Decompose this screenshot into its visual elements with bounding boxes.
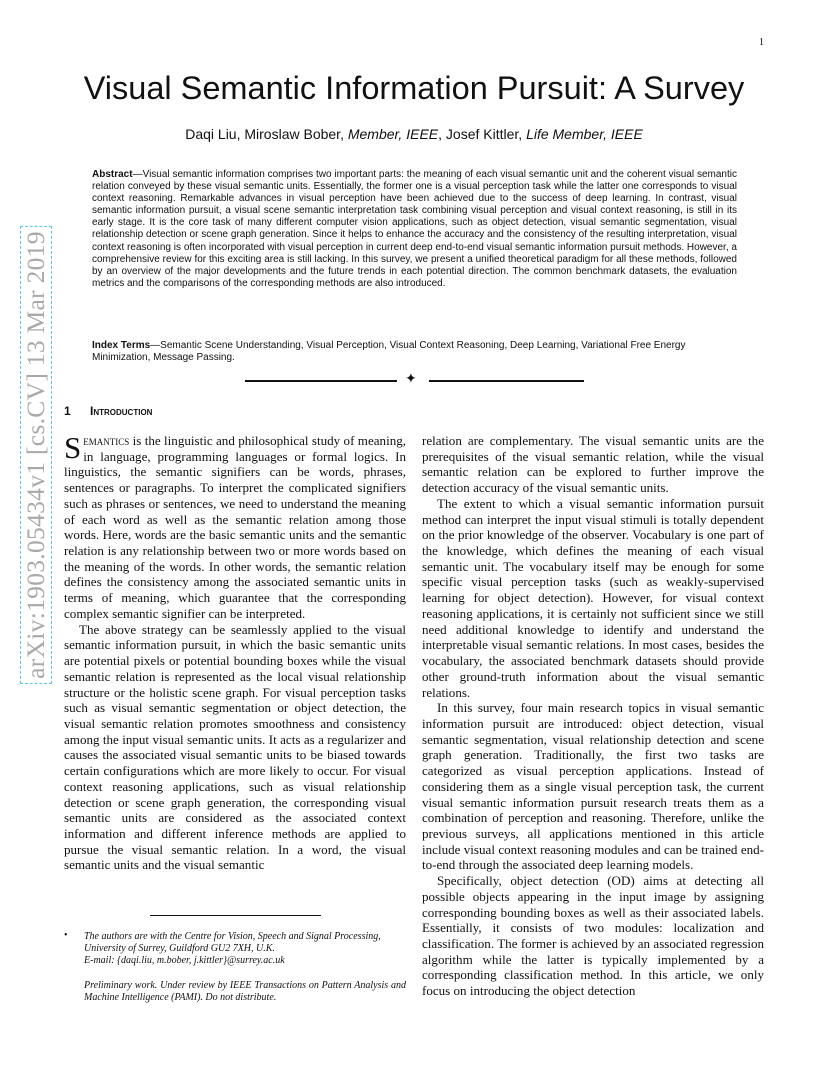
footnote-affiliation: The authors are with the Centre for Vision, Speech and Signal Processing, University of Surrey, Guildford GU2 7XH, U.K. [84,931,381,955]
affiliation-footnote [64,931,406,967]
intro-paragraph-6: Specifically, object detection (OD) aims at detecting all possible objects appearing in the input image by assigning corresponding bounding boxes as well as their associated labels. Essentially, it consists of two modules: localization and classification. The former is achieved by an associated regression algorithm while the latter is typically implemented by a corresponding classification method. In this article, we only focus on introducing the object detection [422,873,764,999]
author-role-2: Life Member, IEEE [526,126,643,142]
intro-paragraph-5: In this survey, four main research topics in visual semantic information pursuit are introduced: object detection, visual semantic segmentation, visual relationship detection and scene graph generation. Traditionally, the first two tasks are categorized as visual perception applications. Instead of considering them as a single visual perception task, the current visual semantic information pursuit research treats them as a combination of perception and reasoning. Therefore, unlike the previous surveys, all applications mentioned in this article include visual context reasoning modules and can be trained end-to-end through the associated deep learning models. [422,700,764,873]
footnote-email: E-mail: {daqi.liu, m.bober, j.kittler}@surrey.ac.uk [84,955,285,967]
intro-paragraph-3: relation are complementary. The visual semantic units are the prerequisites of the visual semantic relation, while the visual semantic relation can be explored to further improve the detection accuracy of the visual semantic units. [422,433,764,496]
index-terms [92,340,737,364]
section-number: 1 [64,404,71,418]
intro-paragraph-1 [64,430,406,622]
divider-rule-right [429,380,584,382]
dropcap-letter: S [64,430,82,465]
intro-paragraph-1-text: is the linguistic and philosophical study of meaning, in language, programming languages or formal logics. In linguistics, the semantic signifiers can be words, phrases, sentences or paragraphs. To interpret the complicated signifiers such as phrases or sentences, we need to understand the meaning of each word as well as the semantic relation among those words. Here, words are the basic semantic units and the semantic relation is any relationship between two or more words based on the meaning of the words. In other words, the semantic relation defines the consistency among the associated semantic units in terms of meaning, which guarantee that the corresponding complex semantic signifier can be interpreted. [64,433,406,621]
paper-title: Visual Semantic Information Pursuit: A Survey [83,70,745,106]
author-names-1: Daqi Liu, Miroslaw Bober, [185,126,348,142]
author-role-1: Member, IEEE [347,126,439,142]
right-column [422,433,764,999]
author-names-2: , Josef Kittler, [438,126,527,142]
footnote-bullet-icon: • [64,930,68,941]
index-terms-label: Index Terms [92,340,151,351]
section-title: Introduction [90,404,153,418]
index-terms-text: —Semantic Scene Understanding, Visual Perception, Visual Context Reasoning, Deep Learning, Variational Free Energy Minimization, Message Passing. [92,340,686,364]
left-column [64,430,406,873]
footnote-rule [150,915,321,916]
abstract [92,169,737,290]
intro-paragraph-2: The above strategy can be seamlessly applied to the visual semantic information pursuit, in which the basic semantic units are potential pixels or potential bounding boxes while the visual semantic relation is represented as the local visual relationship structure or the holistic scene graph. For visual perception tasks such as visual semantic segmentation or object detection, the visual semantic relation promotes smoothness and consistency among the input visual semantic units. It acts as a regularizer and causes the associated visual semantic units to be biased towards certain configurations which are more likely to occur. For visual context reasoning applications, such as visual relationship detection or scene graph generation, the corresponding visual semantic units are considered as the associated context information and different inference methods are applied to pursue the visual semantic relation. In a word, the visual semantic units and the visual semantic [64,621,406,873]
divider-star-icon: ✦ [405,372,417,387]
abstract-text: —Visual semantic information comprises two important parts: the meaning of each visual semantic unit and the coherent visual semantic relation conveyed by these visual semantic units. Essentially, the former one is a visual perception task while the latter one corresponds to visual context reasoning. Remarkable advances in visual perception have been achieved due to the success of deep learning. In contrast, visual semantic information pursuit, a visual scene semantic interpretation task combining visual perception and visual context reasoning, is still in its early stage. It is the core task of many different computer vision applications, such as object detection, visual semantic segmentation, visual relationship detection or scene graph generation. Since it helps to enhance the accuracy and the consistency of the resulting interpretation, visual context reasoning is often incorporated with visual perception in current deep end-to-end visual semantic information pursuit methods. However, a comprehensive review for this exciting area is still lacking. In this survey, we present a unified theoretical paradigm for all these methods, followed by an overview of the major developments and the future trends in each potential direction. The common benchmark datasets, the evaluation metrics and the comparisons of the corresponding methods are also introduced. [92,169,737,289]
page-number: 1 [759,37,764,48]
arxiv-identifier-stamp: arXiv:1903.05434v1 [cs.CV] 13 Mar 2019 [20,226,52,684]
divider-rule-left [245,380,397,382]
section-divider [0,372,828,388]
intro-paragraph-4: The extent to which a visual semantic information pursuit method can interpret the input visual stimuli is totally dependent on the prior knowledge of the observer. Vocabulary is one part of the knowledge, which defines the meaning of each visual semantic unit. The vocabulary itself may be enough for some specific visual perception tasks (such as weakly-supervised learning for object detection). However, for visual context reasoning applications, it is certainly not sufficient since we still need additional knowledge to identify and understand the interpretable visual semantic relations. In most cases, besides the vocabulary, the associated benchmark datasets should provide other ground-truth information about the visual semantic relations. [422,495,764,700]
section-heading [64,404,152,418]
dropcap-word-rest: emantics [83,433,130,448]
author-list [0,126,828,142]
preliminary-notice: Preliminary work. Under review by IEEE Transactions on Pattern Analysis and Machine Intelligence (PAMI). Do not distribute. [84,980,406,1004]
abstract-label: Abstract [92,169,133,180]
